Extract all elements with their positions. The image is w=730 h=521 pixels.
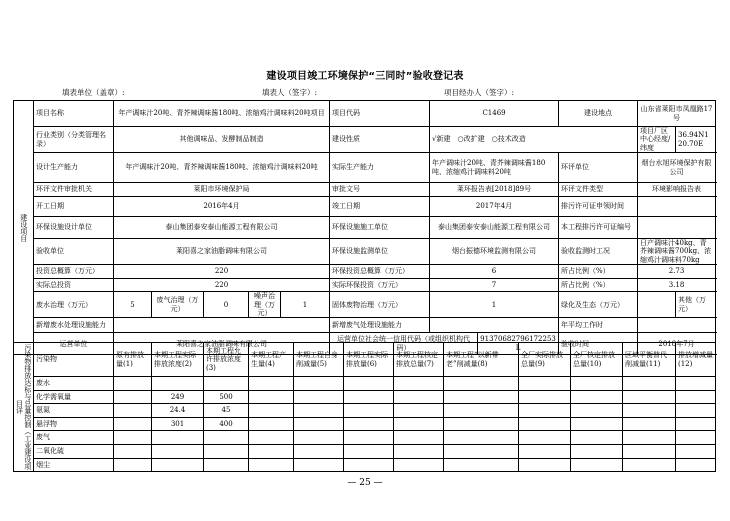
fill-person: 填表人（签字）:	[262, 88, 318, 97]
ww-cap-label: 新增废水处理设施能力	[34, 318, 114, 333]
pollutant-name: 烟尘	[34, 458, 114, 472]
side-pollution: 污染物排放达标与总量控制（工业建设项目详	[15, 344, 32, 471]
nature: √新建 ○改扩建 ○技术改造	[430, 127, 638, 153]
project-code-label: 项目代码	[330, 101, 430, 127]
pollutant-c2	[152, 377, 204, 391]
project-code: C1469	[430, 101, 559, 127]
green	[638, 292, 676, 318]
monitor-unit: 烟台振德环境监测有限公司	[430, 238, 559, 264]
eia-approver: 莱阳市环境保护局	[114, 183, 330, 197]
pollutant-header: 区域平衡替代削减量(11)	[623, 343, 676, 377]
gas-label: 废气治理（万元）	[152, 292, 204, 318]
design-unit-label: 环保设施设计单位	[34, 216, 114, 238]
env-invest-est-label: 环保投资总概算（万元）	[330, 264, 430, 278]
project-name-label: 项目名称	[34, 101, 114, 127]
pollutant-name: 废气	[34, 431, 114, 445]
fill-unit: 填表单位（盖章）:	[62, 88, 125, 97]
complete: 2017年4月	[430, 196, 559, 216]
pollutant-c2	[152, 458, 204, 472]
fill-manager: 项目经办人（签字）:	[444, 88, 515, 97]
start-label: 开工日期	[34, 196, 114, 216]
pollutant-header: 本期工程“以新带老”削减量(8)	[444, 343, 519, 377]
pollutant-header: 本期工程实际排放量(6)	[344, 343, 394, 377]
monitor-unit-label: 环保设施监测单位	[330, 238, 430, 264]
pollutant-name: 废水	[34, 377, 114, 391]
acceptance-label: 验收单位	[34, 238, 114, 264]
pollutant-name: 二氧化硫	[34, 444, 114, 458]
gas: 0	[204, 292, 249, 318]
pollutant-header: 本期工程核定排放总量(7)	[394, 343, 444, 377]
operator: 莱阳喜之家油脂调味有限公司	[114, 333, 330, 355]
ratio1-label: 所占比例（%）	[559, 264, 638, 278]
eia-unit-label: 环评单位	[559, 153, 638, 183]
pollutant-header: 本期工程实际排放浓度(2)	[152, 343, 204, 377]
side-construction: 建设项目	[14, 101, 34, 355]
pollutant-header: 原有排放量(1)	[114, 343, 152, 377]
ratio1: 2.73	[638, 264, 716, 278]
industry-label: 行业类别（分类管理名录）	[34, 127, 114, 153]
location: 山东省莱阳市凤凰路17号	[638, 101, 716, 127]
pollutant-header: 全厂核定排放总量(10)	[571, 343, 623, 377]
eia-approver-label: 环评文件审批机关	[34, 183, 114, 197]
pollutant-header: 本期工程自身削减量(5)	[294, 343, 344, 377]
pollutant-c3: 45	[204, 404, 249, 418]
pollutant-c3: 500	[204, 390, 249, 404]
pollutant-header: 污染物	[34, 343, 114, 377]
center-label: 项目厂区中心经度/纬度	[638, 127, 676, 153]
green-label: 绿化及生态（万元）	[559, 292, 638, 318]
design-unit: 泰山集团泰安泰山能源工程有限公司	[114, 216, 330, 238]
acceptance: 莱阳喜之家油脂调味有限公司	[114, 238, 330, 264]
pollutant-c3	[204, 431, 249, 445]
credit-label: 运营单位社会统一信用代码（或组织机构代码）	[330, 333, 478, 355]
accept-time-label: 验收时间	[559, 333, 638, 355]
pollutant-header: 本期工程允许排放浓度(3)	[204, 343, 249, 377]
center: 36.94N120.70E	[676, 127, 716, 153]
wastewater: 5	[114, 292, 152, 318]
monitor-cond: 日产调味汁40kg、青芥辣调味酱700kg、浓缩鸡汁调味料70kg	[638, 238, 716, 264]
pollutant-c3	[204, 377, 249, 391]
permit-no	[638, 216, 716, 238]
design-cap: 年产调味汁20吨、青芥辣调味酱180吨、浓缩鸡汁调味料20吨	[114, 153, 330, 183]
noise-label: 噪声治理（万元）	[249, 292, 281, 318]
env-invest-act: 7	[430, 278, 559, 292]
pollutant-header: 本期工程产生量(4)	[249, 343, 294, 377]
invest-est: 220	[114, 264, 330, 278]
monitor-cond-label: 验收监测时工况	[559, 238, 638, 264]
pollutant-table	[13, 342, 716, 472]
eia-type-label: 环评文件类型	[559, 183, 638, 197]
hours-label: 年平均工作时	[559, 318, 638, 333]
ratio2-label: 所占比例（%）	[559, 278, 638, 292]
pollutant-c3	[204, 444, 249, 458]
invest-act-label: 实际总投资	[34, 278, 114, 292]
credit: 91370682796172253L	[478, 333, 559, 355]
eia-unit: 烟台水旭环境保护有限公司	[638, 153, 716, 183]
other-label-text: 其他（万元）	[678, 296, 707, 313]
ratio2: 3.18	[638, 278, 716, 292]
accept-time: 2018年7月	[638, 333, 716, 355]
complete-label: 竣工日期	[330, 196, 430, 216]
nature-label: 建设性质	[330, 127, 430, 153]
pollutant-name: 化学需氧量	[34, 390, 114, 404]
invest-est-label: 投资总概算（万元）	[34, 264, 114, 278]
pollutant-c3	[204, 458, 249, 472]
page-title: 建设项目竣工环境保护“三同时”验收登记表	[266, 71, 464, 82]
other-label	[676, 292, 716, 318]
permit-no-label: 本工程排污许可证编号	[559, 216, 638, 238]
industry: 其他调味品、发酵制品制造	[114, 127, 330, 153]
approval-no: 莱环报告表[2018]89号	[430, 183, 559, 197]
pollutant-name: 氨氮	[34, 404, 114, 418]
wastewater-label: 废水治理（万元）	[34, 292, 114, 318]
approval-no-label: 审批文号	[330, 183, 430, 197]
project-name: 年产调味汁20吨、青芥辣调味酱180吨、浓缩鸡汁调味料20吨项目	[114, 101, 330, 127]
invest-act: 220	[114, 278, 330, 292]
actual-cap: 年产调味汁20吨、青芥辣调味酱180吨、浓缩鸡汁调味料20吨	[430, 153, 559, 183]
build-unit: 泰山集团泰安泰山能源工程有限公司	[430, 216, 559, 238]
env-invest-act-label: 实际环保投资（万元）	[330, 278, 430, 292]
noise: 1	[281, 292, 330, 318]
pollutant-c2: 24.4	[152, 404, 204, 418]
pollutant-c2: 301	[152, 417, 204, 431]
permit-label: 排污许可证申领时间	[559, 196, 638, 216]
location-label: 建设地点	[559, 101, 638, 127]
pollutant-c3: 400	[204, 417, 249, 431]
actual-cap-label: 实际生产能力	[330, 153, 430, 183]
build-unit-label: 环保设施施工单位	[330, 216, 430, 238]
eia-type: 环境影响报告表	[638, 183, 716, 197]
pollutant-name: 悬浮物	[34, 417, 114, 431]
solid-label: 固体废物治理（万元）	[330, 292, 430, 318]
start: 2016年4月	[114, 196, 330, 216]
pollutant-c2: 249	[152, 390, 204, 404]
pollutant-c2	[152, 444, 204, 458]
solid: 1	[430, 292, 559, 318]
env-invest-est: 6	[430, 264, 559, 278]
pollutant-header: 排放增减量(12)	[676, 343, 716, 377]
page-number: — 25 —	[347, 478, 383, 488]
pollutant-c2	[152, 431, 204, 445]
gas-cap-label: 新增废气处理设施能力	[330, 318, 430, 333]
permit	[638, 196, 716, 216]
registration-table	[13, 100, 716, 355]
operator-label: 运营单位	[34, 333, 114, 355]
pollutant-header: 全厂实际排放总量(9)	[519, 343, 571, 377]
design-cap-label: 设计生产能力	[34, 153, 114, 183]
